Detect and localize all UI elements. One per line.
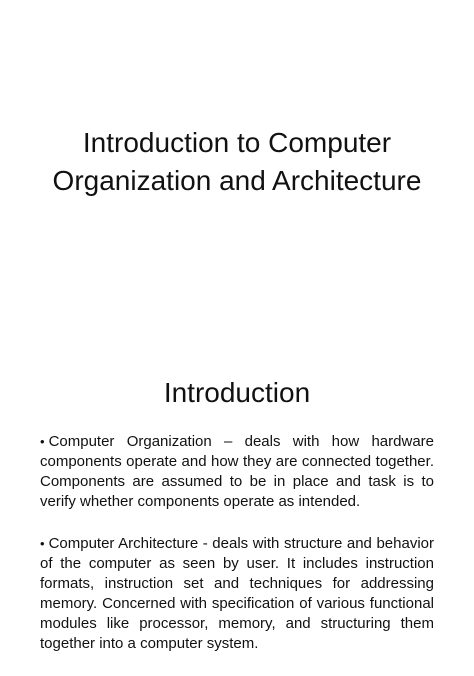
bullet-architecture (40, 534, 434, 654)
bullet-organization (40, 432, 434, 512)
slide-introduction (0, 316, 474, 652)
bullet-list (40, 432, 434, 676)
slide-title-heading (0, 124, 474, 200)
slide-title (0, 0, 474, 316)
bullet-text: Computer Architecture - deals with structure and behavior of the computer as seen by user. It includes instruction formats, instruction set and techniques for addressing memory. Concerned with specification of various functional modules like processor, memory, and structuring them together into a computer system. (40, 535, 434, 652)
introduction-heading: Introduction (163, 377, 311, 408)
bullet-marker: • (40, 434, 45, 449)
bullet-marker: • (40, 536, 45, 551)
bullet-text: Computer Organization – deals with how hardware components operate and how they are connected together. Components are assumed to be in place and task is to verify whether components operate as intended. (40, 433, 434, 510)
title-line-1: Introduction to Computer (82, 127, 392, 158)
title-line-2: Organization and Architecture (52, 165, 422, 196)
